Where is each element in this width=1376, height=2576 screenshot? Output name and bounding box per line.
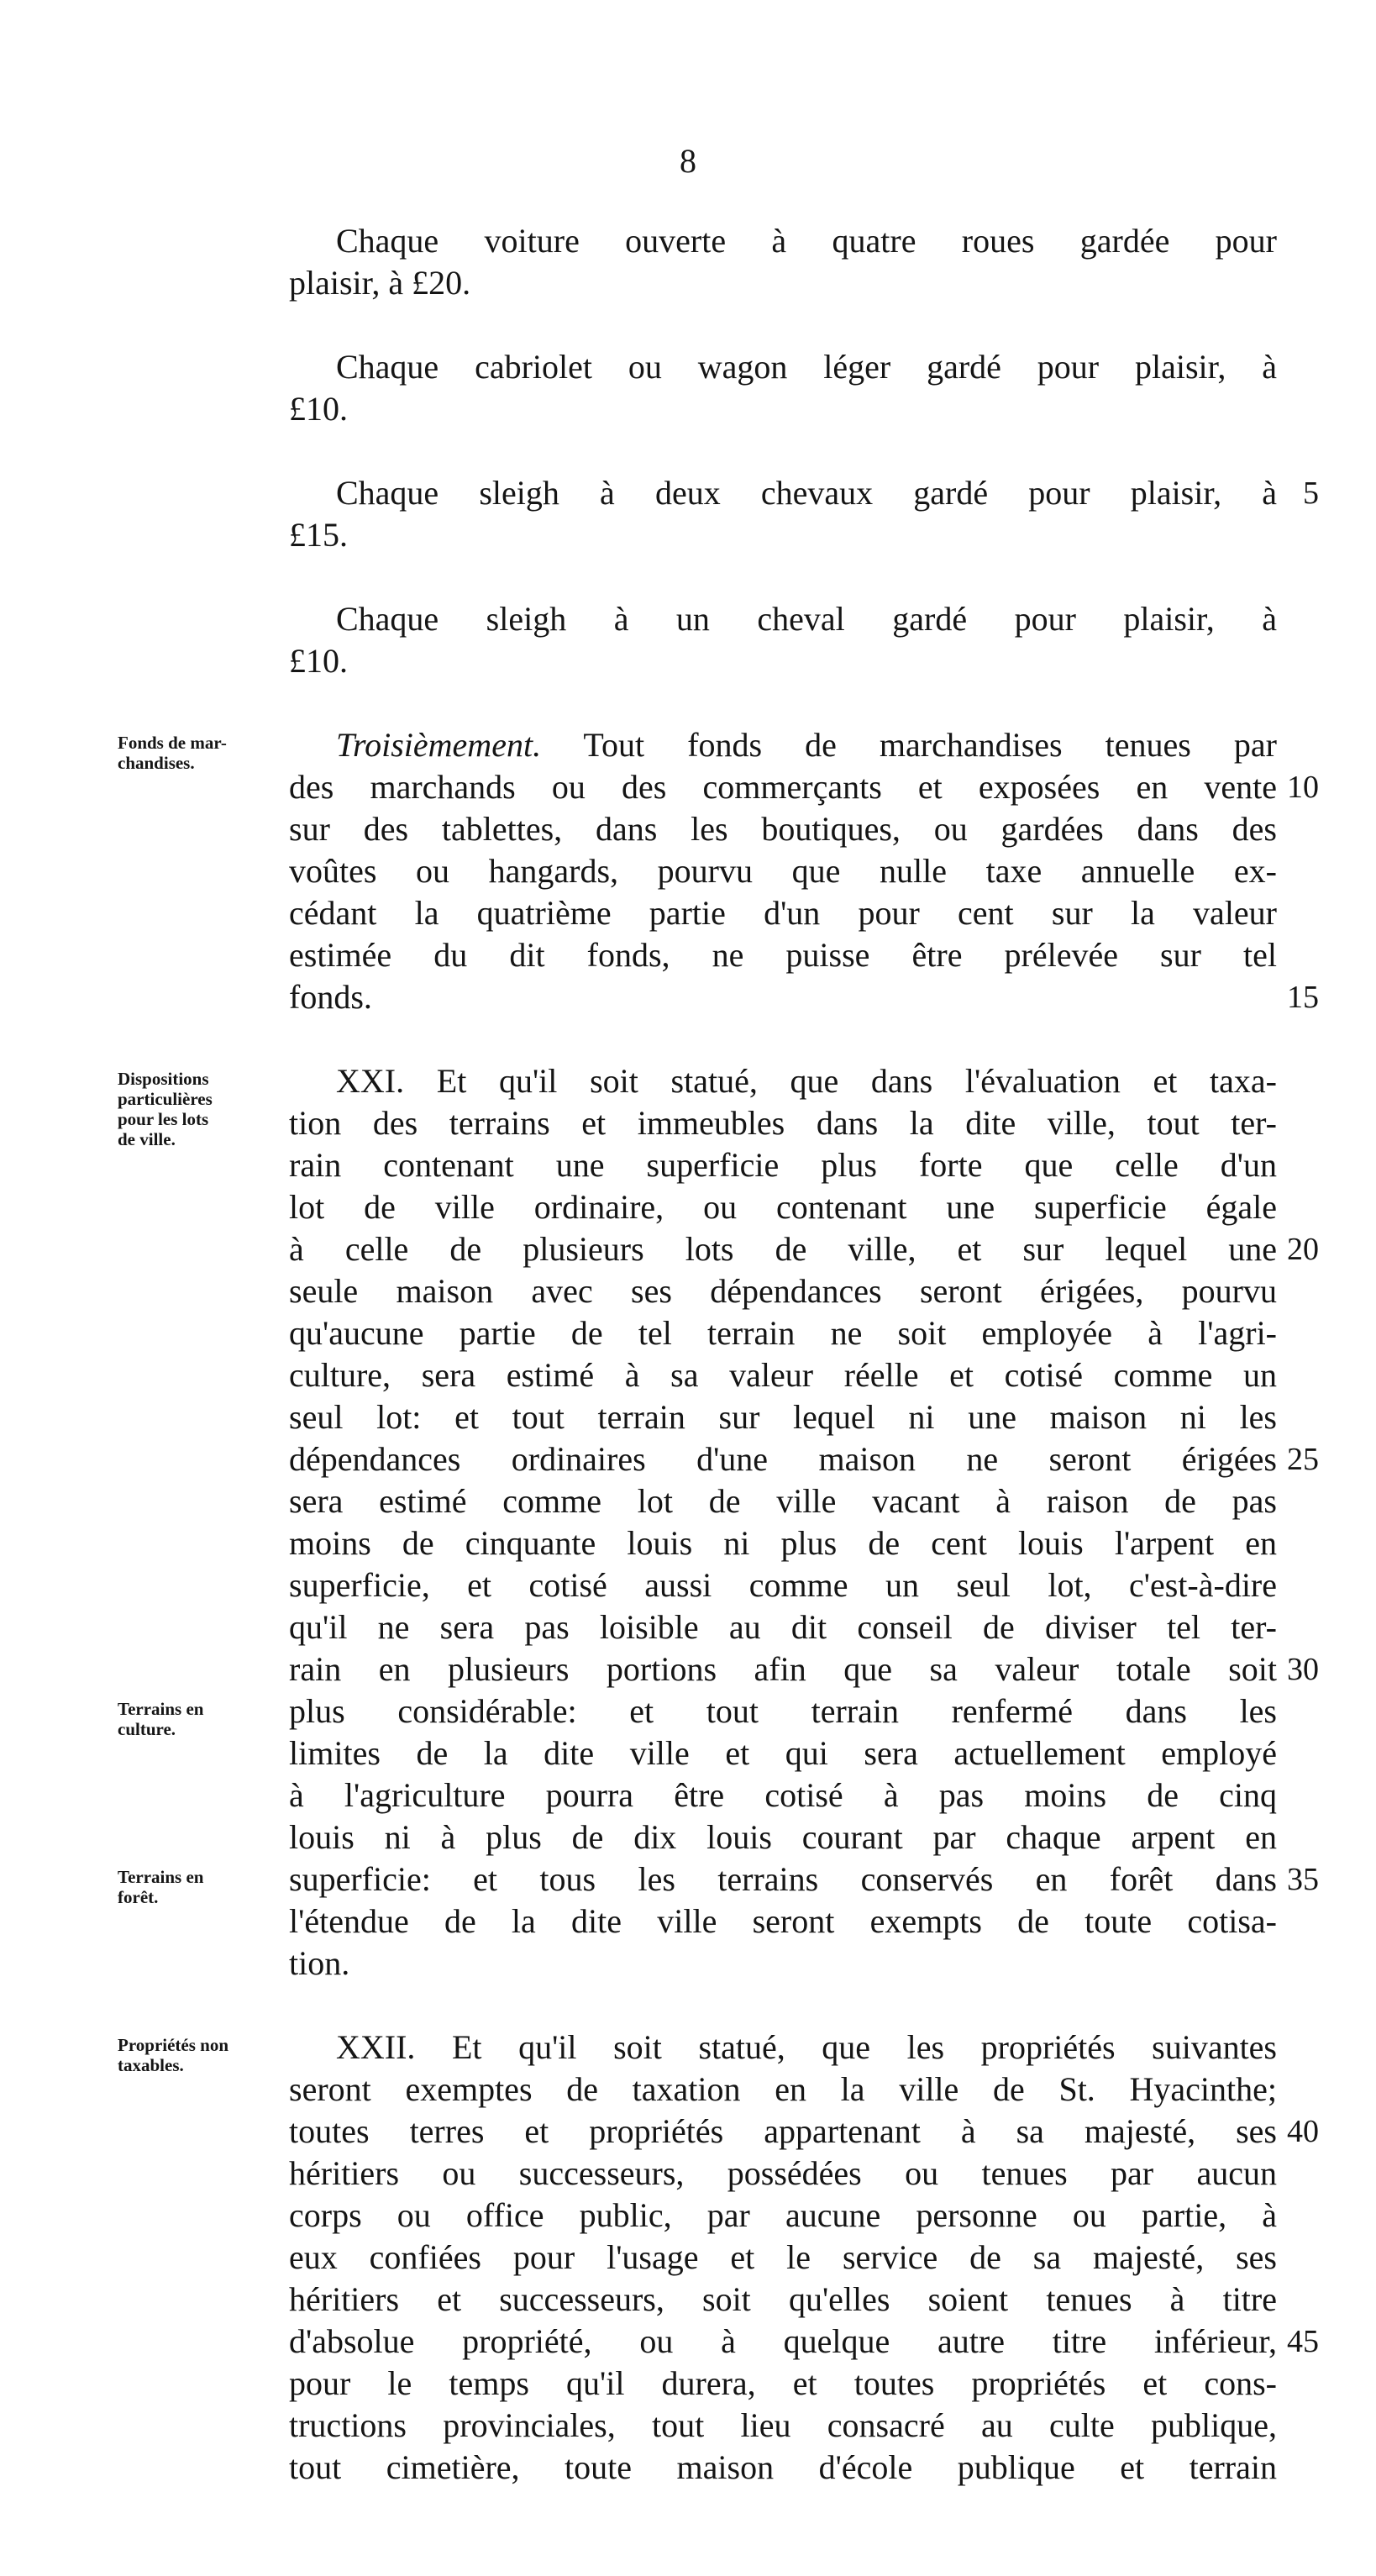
- margin-note-line: Dispositions: [118, 1069, 209, 1089]
- text-fragment: Tout fonds de marchandises tenues par: [541, 726, 1277, 764]
- text-line: moins de cinquante louis ni plus de cent louis l'arpent en: [289, 1524, 1277, 1562]
- margin-note-line: forêt.: [118, 1887, 159, 1907]
- text-line: rain contenant une superficie plus forte que celle d'un: [289, 1146, 1277, 1184]
- text-line: rain en plusieurs portions afin que sa valeur totale soit: [289, 1650, 1277, 1688]
- text-line: héritiers ou successeurs, possédées ou tenues par aucun: [289, 2154, 1277, 2192]
- text-line: seule maison avec ses dépendances seront érigées, pourvu: [289, 1272, 1277, 1310]
- text-line: plaisir, à £20.: [289, 264, 471, 302]
- text-line: à l'agriculture pourra être cotisé à pas moins de cinq: [289, 1776, 1277, 1814]
- item-cabriolet: [289, 346, 1277, 430]
- margin-note-line: Terrains en: [118, 1867, 204, 1887]
- text-line: estimée du dit fonds, ne puisse être prélevée sur tel: [289, 936, 1277, 974]
- margin-note-line: chandises.: [118, 753, 195, 773]
- text-line: héritiers et successeurs, soit qu'elles soient tenues à titre: [289, 2280, 1277, 2318]
- text-line: seront exemptes de taxation en la ville de St. Hyacinthe;: [289, 2070, 1277, 2108]
- item-sleigh-deux-chevaux: [289, 472, 1277, 556]
- item-sleigh-un-cheval: [289, 598, 1277, 682]
- text-line: d'absolue propriété, ou à quelque autre titre inférieur,: [289, 2322, 1277, 2360]
- margin-note-line: Propriétés non: [118, 2035, 229, 2055]
- line-number: 15: [1287, 980, 1319, 1015]
- text-line: Chaque sleigh à un cheval gardé pour plaisir, à: [336, 600, 1277, 638]
- text-line: superficie, et cotisé aussi comme un seul lot, c'est-à-dire: [289, 1566, 1277, 1604]
- section-xxii: [289, 2027, 1277, 2489]
- line-number: 45: [1287, 2324, 1319, 2359]
- text-line: corps ou office public, par aucune personne ou partie, à: [289, 2196, 1277, 2234]
- text-line: [289, 724, 1277, 766]
- text-line: Chaque voiture ouverte à quatre roues gardée pour: [336, 222, 1277, 260]
- text-line: limites de la dite ville et qui sera actuellement employé: [289, 1734, 1277, 1772]
- text-line: eux confiées pour l'usage et le service de sa majesté, ses: [289, 2238, 1277, 2276]
- text-line: XXI. Et qu'il soit statué, que dans l'évaluation et taxa-: [336, 1062, 1277, 1100]
- line-number: 30: [1287, 1652, 1319, 1687]
- margin-note-terrains-foret: [118, 1867, 286, 1907]
- text-line: £10.: [289, 642, 348, 680]
- text-line: Chaque cabriolet ou wagon léger gardé pour plaisir, à: [336, 348, 1277, 386]
- text-line: sur des tablettes, dans les boutiques, ou gardées dans des: [289, 810, 1277, 848]
- text-line: seul lot: et tout terrain sur lequel ni une maison ni les: [289, 1398, 1277, 1436]
- text-line: tion des terrains et immeubles dans la dite ville, tout ter-: [289, 1104, 1277, 1142]
- margin-note-line: de ville.: [118, 1129, 176, 1149]
- text-line: Chaque sleigh à deux chevaux gardé pour plaisir, à: [336, 474, 1277, 512]
- margin-note-line: taxables.: [118, 2055, 184, 2075]
- text-line: tructions provinciales, tout lieu consacré au culte publique,: [289, 2406, 1277, 2444]
- text-line: culture, sera estimé à sa valeur réelle et cotisé comme un: [289, 1356, 1277, 1394]
- line-number: 40: [1287, 2114, 1319, 2149]
- margin-note-line: pour les lots: [118, 1109, 209, 1129]
- text-line: qu'il ne sera pas loisible au dit conseil de diviser tel ter-: [289, 1608, 1277, 1646]
- text-line: plus considérable: et tout terrain renfermé dans les: [289, 1692, 1277, 1730]
- text-line: qu'aucune partie de tel terrain ne soit employée à l'agri-: [289, 1314, 1277, 1352]
- text-line: £10.: [289, 390, 348, 428]
- margin-note-terrains-culture: [118, 1699, 286, 1739]
- margin-note-line: particulières: [118, 1089, 213, 1109]
- text-line: £15.: [289, 516, 348, 554]
- item-voiture-ouverte: [289, 220, 1277, 304]
- margin-note-line: Terrains en: [118, 1699, 204, 1719]
- margin-note-line: Fonds de mar-: [118, 733, 227, 753]
- text-line: cédant la quatrième partie d'un pour cent sur la valeur: [289, 894, 1277, 932]
- margin-note-line: culture.: [118, 1719, 176, 1739]
- text-line: toutes terres et propriétés appartenant à sa majesté, ses: [289, 2112, 1277, 2150]
- text-line: dépendances ordinaires d'une maison ne seront érigées: [289, 1440, 1277, 1478]
- line-number: 20: [1287, 1232, 1319, 1267]
- text-line: louis ni à plus de dix louis courant par chaque arpent en: [289, 1818, 1277, 1856]
- page-number: 8: [680, 142, 696, 180]
- margin-note-dispositions: [118, 1069, 286, 1149]
- line-number: 35: [1287, 1862, 1319, 1897]
- section-xxi: [289, 1060, 1277, 1985]
- text-line: XXII. Et qu'il soit statué, que les propriétés suivantes: [336, 2028, 1277, 2066]
- line-number: 10: [1287, 770, 1319, 805]
- paragraph-troisiemement: [289, 724, 1277, 1018]
- margin-note-fonds-marchandises: [118, 733, 286, 773]
- text-line: à celle de plusieurs lots de ville, et sur lequel une: [289, 1230, 1277, 1268]
- text-line: superficie: et tous les terrains conservés en forêt dans: [289, 1860, 1277, 1898]
- margin-note-proprietes-non-taxables: [118, 2035, 286, 2075]
- text-line: lot de ville ordinaire, ou contenant une superficie égale: [289, 1188, 1277, 1226]
- text-line: pour le temps qu'il durera, et toutes propriétés et cons-: [289, 2364, 1277, 2402]
- text-line: tion.: [289, 1944, 350, 1982]
- line-number: 5: [1303, 476, 1319, 511]
- text-line: voûtes ou hangards, pourvu que nulle taxe annuelle ex-: [289, 852, 1277, 890]
- line-number: 25: [1287, 1442, 1319, 1477]
- text-line: fonds.: [289, 978, 372, 1016]
- text-line: sera estimé comme lot de ville vacant à raison de pas: [289, 1482, 1277, 1520]
- text-line: tout cimetière, toute maison d'école publique et terrain: [289, 2448, 1277, 2486]
- text-line: des marchands ou des commerçants et exposées en vente: [289, 768, 1277, 806]
- troisiemement-lead: Troisièmement.: [336, 726, 542, 764]
- text-line: l'étendue de la dite ville seront exempts de toute cotisa-: [289, 1902, 1277, 1940]
